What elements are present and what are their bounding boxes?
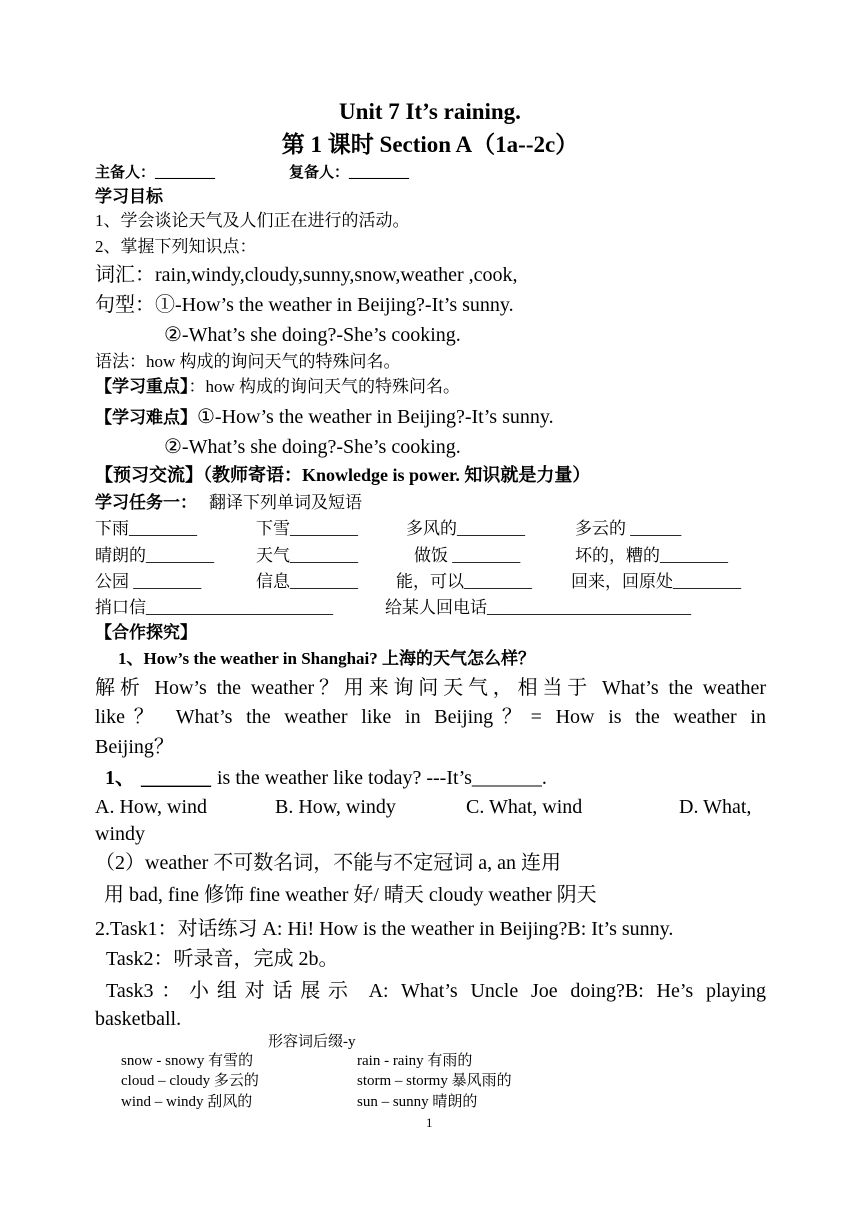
vocab-row-3-col-2: 信息________ [256,572,358,591]
suffix-row-2-right: storm – stormy 暴风雨的 [357,1073,512,1089]
vocab-row-1-col-3: 多风的________ [406,519,525,538]
sentence-pattern-1: 句型：①-How’s the weather in Beijing?-It’s sunny. [95,294,514,316]
difficulty-text-1: ①-How’s the weather in Beijing?-It’s sunny. [197,406,554,428]
difficulty-label: 【学习难点】 [95,408,197,427]
task-3-continued: basketball. [95,1008,182,1030]
vocab-row-2-col-1: 晴朗的________ [95,546,214,565]
suffix-row-1-right: rain - rainy 有雨的 [357,1053,473,1069]
task-1-line: 2.Task1：对话练习 A: Hi! How is the weather in Beijing?B: It’s sunny. [95,918,674,940]
vocab-row-2-col-2: 天气________ [256,546,358,565]
objective-item-1: 1、学会谈论天气及人们正在进行的活动。 [95,211,410,230]
page-number: 1 [426,1115,433,1130]
analysis-line-1 [95,676,766,700]
exercise-line [105,767,547,790]
task-one-line [95,493,362,513]
task-3-line: Task3：小组对话展示 A: What’s Uncle Joe doing?B: He’s playing [106,980,766,1002]
task-2-line: Task2：听录音，完成 2b。 [106,948,339,970]
vocab-row-3-col-3: 能，可以________ [396,572,532,591]
objectives-heading: 学习目标 [95,187,163,206]
vocab-row-1-col-4: 多云的 ______ [575,519,682,538]
suffix-row-2-left: cloud – cloudy 多云的 [121,1073,259,1089]
analysis-line-2: like？ What’s the weather like in Beijing？= How is the weather in [95,706,766,728]
difficulty-text-2: ②-What’s she doing?-She’s cooking. [164,436,461,458]
difficulty-line [95,406,554,429]
choice-d: D. What, [679,796,752,818]
key-point-line [95,377,460,397]
exercise-number: 1、 [105,767,135,789]
choice-d-continued: windy [95,823,145,845]
key-point-text: ：how 构成的询问天气的特殊问名。 [188,377,461,396]
analysis-text-1: How’s the weather？用来询问天气，相当于 What’s the weather [154,677,767,699]
vocab-row-4-col-1: 捎口信______________________ [95,598,333,617]
vocab-row-3-col-1: 公园 ________ [95,572,202,591]
unit-title: Unit 7 It’s raining. [339,99,521,124]
suffix-row-1-left: snow - snowy 有雪的 [121,1053,254,1069]
suffix-box-title: 形容词后缀-y [268,1034,356,1050]
analysis-line-3: Beijing？ [95,736,174,758]
objective-item-2: 2、掌握下列知识点： [95,237,257,256]
note-weather-1: （2）weather 不可数名词，不能与不定冠词 a, an 连用 [95,852,562,874]
suffix-row-3-left: wind – windy 刮风的 [121,1094,253,1110]
exercise-blank: _______ [141,767,211,789]
choice-b: B. How, windy [275,796,396,818]
explore-heading: 【合作探究】 [95,623,197,642]
main-preparer: 主备人：________ [95,165,216,181]
vocab-row-2-col-3: 做饭 ________ [414,546,521,565]
question-1: 1、How’s the weather in Shanghai? 上海的天气怎么样？ [118,649,535,668]
sentence-pattern-2: ②-What’s she doing?-She’s cooking. [164,324,461,346]
vocab-row-1-col-2: 下雪________ [256,519,358,538]
suffix-row-3-right: sun – sunny 晴朗的 [357,1094,478,1110]
task-one-label: 学习任务一： [95,493,197,512]
vocab-row-4-col-2: 给某人回电话________________________ [385,598,691,617]
task-one-desc: 翻译下列单词及短语 [209,493,362,512]
lesson-title: 第 1 课时 Section A（1a--2c） [281,132,579,157]
choice-a: A. How, wind [95,796,208,818]
key-point-label: 【学习重点】 [95,377,189,396]
vocab-row-3-col-4: 回来，回原处________ [571,572,741,591]
vocab-row-2-col-4: 坏的，糟的________ [575,546,728,565]
preview-heading: 【预习交流】（教师寄语：Knowledge is power. 知识就是力量） [95,465,591,485]
note-weather-2: 用 bad, fine 修饰 fine weather 好/ 晴天 cloudy weather 阴天 [104,884,597,906]
vocab-row-1-col-1: 下雨________ [95,519,197,538]
analysis-label: 解析 [95,675,145,699]
co-preparer: 复备人：________ [289,165,410,181]
choice-c: C. What, wind [466,796,583,818]
vocabulary-line: 词汇：rain,windy,cloudy,sunny,snow,weather ,cook, [95,264,518,286]
exercise-text: is the weather like today? ---It’s_______. [217,767,547,789]
grammar-line: 语法：how 构成的询问天气的特殊问名。 [95,352,401,371]
